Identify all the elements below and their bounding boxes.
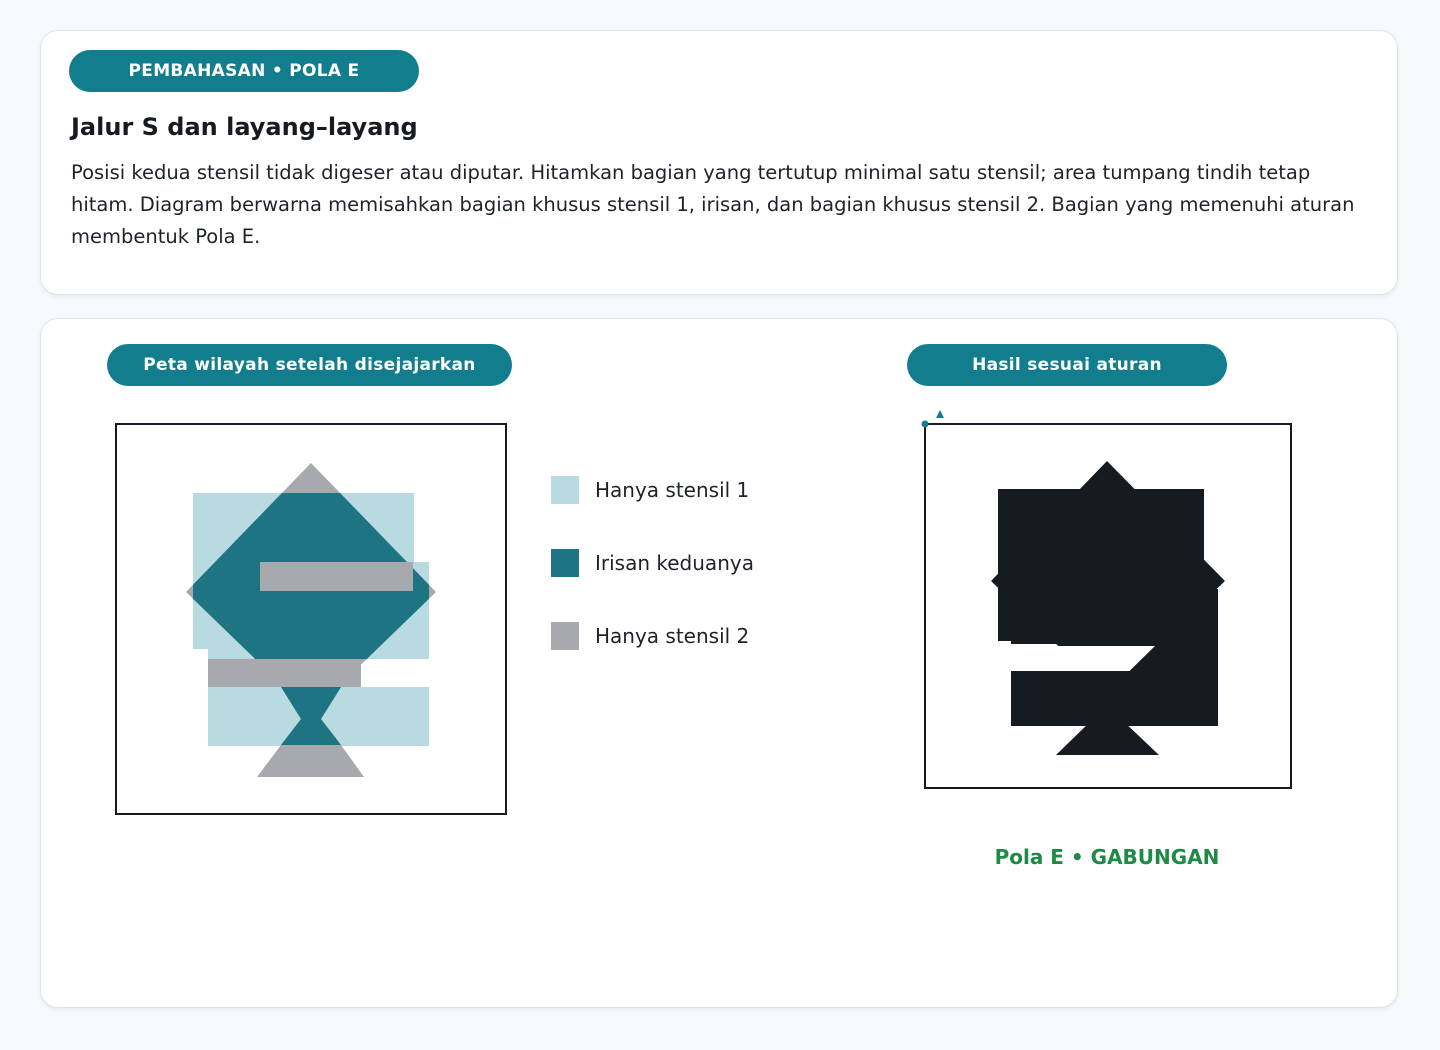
legend-label: Irisan keduanya xyxy=(595,551,754,575)
legend-item-intersection xyxy=(551,549,754,577)
result-shape xyxy=(991,461,1225,755)
legend-swatch xyxy=(551,549,579,577)
corner-dot-icon xyxy=(922,421,929,428)
intro-card xyxy=(40,30,1398,295)
legend-swatch xyxy=(551,476,579,504)
legend-item-stencil-2 xyxy=(551,622,749,650)
overlay-map-label: Peta wilayah setelah disejajarkan xyxy=(107,344,512,386)
legend-swatch xyxy=(551,622,579,650)
legend-label: Hanya stensil 1 xyxy=(595,478,750,502)
result-caption: Pola E • GABUNGAN xyxy=(994,845,1220,869)
description-text: Posisi kedua stensil tidak digeser atau diputar. Hitamkan bagian yang tertutup minimal satu stensil; area tumpang tindih tetap hitam. Diagram berwarna memisahkan bagian khusus stensil 1, irisan, dan bagian khusus stensil 2. Bagian yang memenuhi aturan membentuk Pola E. xyxy=(71,161,1355,248)
page-title: Jalur S dan layang–layang xyxy=(71,113,418,141)
diagram-card xyxy=(40,318,1398,1008)
result-label: Hasil sesuai aturan xyxy=(907,344,1227,386)
corner-triangle-icon xyxy=(936,410,944,418)
legend-label: Hanya stensil 2 xyxy=(595,624,750,648)
section-badge: PEMBAHASAN • POLA E xyxy=(69,50,419,92)
s-path-gap-upper xyxy=(260,562,413,591)
legend-item-stencil-1 xyxy=(551,476,749,504)
overlay-diagram xyxy=(41,319,1399,1009)
